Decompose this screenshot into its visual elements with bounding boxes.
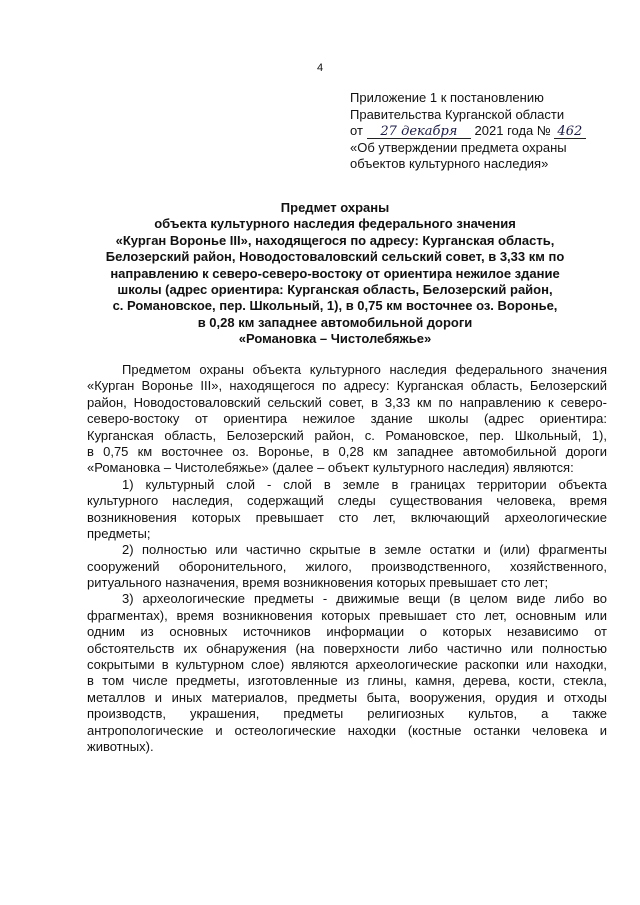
body-line: район, Новодостоваловский сельский совет, в 3,33 км по направлению к северо- [87, 394, 607, 410]
body-paragraph [87, 362, 607, 477]
document-title [60, 200, 610, 348]
title-line: Предмет охраны [280, 200, 390, 215]
title-line: объекта культурного наследия федерального значения [154, 216, 516, 232]
body-line: сокрытыми в культурном слое) являются археологические раскопки или находки, [87, 657, 607, 673]
body-line: в том числе предметы, изготовленные из глины, камня, дерева, кости, стекла, [87, 673, 607, 689]
document-body [87, 362, 607, 755]
body-line: животных). [87, 738, 154, 754]
body-line: антропологические и остеологические находки (костные останки человека и [87, 722, 607, 738]
appendix-subject-line: «Об утверждении предмета охраны [350, 139, 567, 155]
body-line: возникновения которых превышает сто лет, включающий археологические [87, 509, 607, 525]
handwritten-date: 27 декабря [367, 125, 471, 139]
handwritten-number: 462 [554, 125, 586, 139]
body-line: в 0,75 км восточнее оз. Воронье, в 0,28 км западнее автомобильной дороги [87, 443, 607, 459]
title-line: Белозерский район, Новодостоваловский сельский совет, в 3,33 км по [105, 249, 565, 265]
body-line: 3) археологические предметы - движимые вещи (в целом виде либо во [122, 591, 607, 607]
body-line: фрагментах), время возникновения которых превышает сто лет, основным или [87, 607, 607, 623]
title-line: с. Романовское, пер. Школьный, 1), в 0,75 км восточнее оз. Воронье, [112, 298, 558, 314]
body-line: северо-востоку от ориентира нежилое здание школы (адрес ориентира: [87, 411, 607, 427]
year-label: 2021 года № [474, 123, 551, 138]
body-line: культурного наследия, содержащий следы существования человека, время [87, 493, 607, 509]
body-paragraph [87, 542, 607, 591]
from-label: от [350, 123, 363, 138]
body-paragraph [87, 591, 607, 755]
body-line: одним из основных источников информации о которых независимо от [87, 624, 607, 640]
body-line: обстоятельств их обнаружения (на поверхности либо частично или полностью [87, 640, 607, 656]
page-number: 4 [316, 62, 324, 74]
body-paragraph [87, 477, 607, 543]
body-line: 1) культурный слой - слой в земле в границах территории объекта [122, 476, 607, 492]
body-line: сооружений оборонительного, жилого, производственного, хозяйственного, [87, 558, 607, 574]
title-line: в 0,28 км западнее автомобильной дороги [197, 314, 473, 330]
title-line: «Курган Воронье III», находящегося по адресу: Курганская область, [115, 232, 555, 248]
body-line: металлов и иных материалов, предметы быта, вооружения, орудия и отходы [87, 689, 607, 705]
body-line: 2) полностью или частично скрытые в земле остатки и (или) фрагменты [122, 542, 607, 558]
appendix-line: Правительства Курганской области [350, 106, 565, 122]
title-line: школы (адрес ориентира: Курганская область, Белозерский район, [117, 282, 553, 298]
appendix-line: Приложение 1 к постановлению [350, 90, 544, 105]
appendix-subject-line: объектов культурного наследия» [350, 156, 549, 171]
body-line: «Курган Воронье III», находящегося по адресу: Курганская область, Белозерский [87, 378, 607, 394]
body-line: Курганская область, Белозерский район, с. Романовское, пер. Школьный, 1), [87, 427, 607, 443]
title-line: направлению к северо-северо-востоку от ориентира нежилое здание [110, 265, 560, 281]
appendix-date-line [350, 123, 620, 140]
body-line: предметы; [87, 525, 151, 541]
body-line: «Романовка – Чистолебяжье» (далее – объект культурного наследия) являются: [87, 460, 574, 476]
appendix-header [350, 90, 620, 173]
body-line: Предметом охраны объекта культурного наследия федерального значения [122, 362, 607, 377]
body-line: производств, украшения, предметы религиозных культов, а также [87, 706, 607, 722]
body-line: ритуального назначения, время возникновения которых превышает сто лет; [87, 575, 549, 591]
title-line: «Романовка – Чистолебяжье» [238, 331, 432, 347]
